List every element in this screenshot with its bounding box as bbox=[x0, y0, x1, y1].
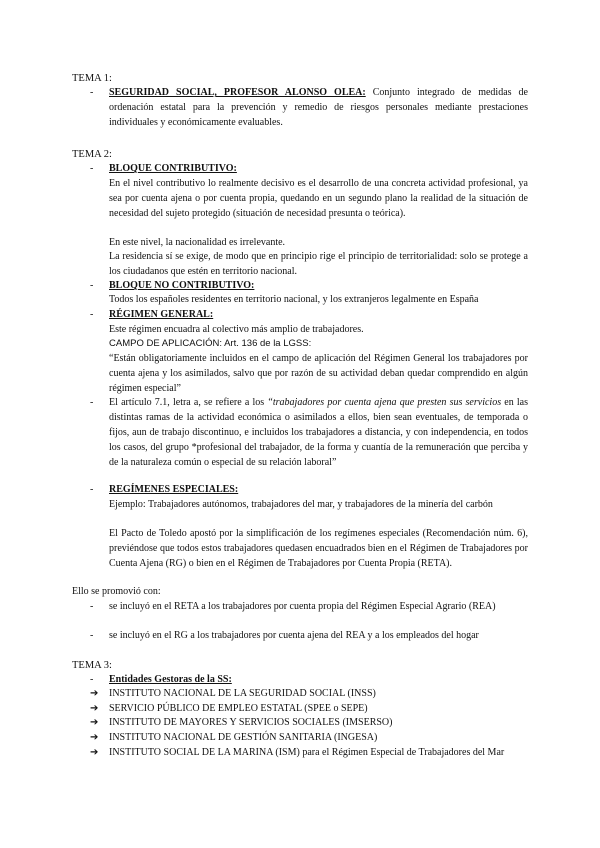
tema1-heading: SEGURIDAD SOCIAL, PROFESOR ALONSO OLEA: bbox=[109, 87, 366, 98]
tema1-text: Conjunto integrado de medidas de ordenación estatal para la prevención y remedio de riesgos personales mediante prestaciones individuales y económicamente evaluables. bbox=[109, 87, 528, 128]
arrow-icon: ➔ bbox=[90, 747, 99, 758]
regimenes-especiales bbox=[90, 482, 528, 497]
bloque-no-contributivo bbox=[90, 278, 528, 293]
entidad-inss-text: INSTITUTO NACIONAL DE LA SEGURIDAD SOCIAL (INSS) bbox=[109, 688, 376, 699]
regimenes-especiales-p1: Ejemplo: Trabajadores autónomos, trabajadores del mar, y trabajadores de la minería del carbón bbox=[109, 499, 493, 510]
promovio-item-1-text: se incluyó en el RETA a los trabajadores por cuenta propia del Régimen Especial Agrario (REA) bbox=[109, 601, 496, 612]
tema1-title: TEMA 1: bbox=[72, 73, 112, 84]
arrow-icon: ➔ bbox=[90, 732, 99, 743]
tema1-definition bbox=[90, 85, 528, 130]
regimen-general-heading: RÉGIMEN GENERAL: bbox=[109, 309, 214, 320]
entidad-imserso bbox=[90, 716, 528, 730]
bullet: - bbox=[90, 87, 94, 98]
bloque-contributivo-p2: En este nivel, la nacionalidad es irrelevante. bbox=[109, 237, 286, 248]
entidad-ism bbox=[90, 746, 528, 760]
regimen-general-quote: “Están obligatoriamente incluidos en el campo de aplicación del Régimen General los trabajadores por cuenta ajena y los asimilados, salvo que por razón de su actividad deban quedar comprendido en algún régimen especial” bbox=[109, 353, 528, 394]
entidad-ingesa-text: INSTITUTO NACIONAL DE GESTIÓN SANITARIA (INGESA) bbox=[109, 732, 378, 743]
bullet: - bbox=[90, 484, 94, 495]
arrow-icon: ➔ bbox=[90, 688, 99, 699]
entidad-ingesa bbox=[90, 731, 528, 745]
entidad-ism-rest: para el Régimen Especial de Trabajadores del Mar bbox=[299, 747, 505, 758]
arrow-icon: ➔ bbox=[90, 717, 99, 728]
bloque-contributivo-p1: En el nivel contributivo lo realmente decisivo es el desarrollo de una concreta actividad profesional, ya sea por cuenta ajena o por cuenta propia, quedando en un segundo plano la realidad de la situación de necesidad del sujeto protegido (situación de necesidad presunta o teórica). bbox=[109, 178, 528, 219]
regimen-general bbox=[90, 307, 528, 322]
bullet: - bbox=[90, 674, 94, 685]
bullet: - bbox=[90, 280, 94, 291]
articulo-text-b: en las distintas ramas de la actividad económica o asimilados a ellos, bien sean eventuales, de temporada o fijos, aun de trabajo discontinuo, e incluidos los trabajadores a distancia, y con independencia, en todos los casos, del grupo *profesional del trabajador, de la forma y cuantía de la remuneración que perciba y de la naturaleza común o especial de su relación laboral” bbox=[109, 397, 529, 468]
regimenes-especiales-p2: El Pacto de Toledo apostó por la simplificación de los regímenes especiales (Recomendación núm. 6), previéndose que todos estos trabajadores quedasen encuadrados bien en el Régimen de Trabajadores por Cuenta Ajena (RG) o bien en el Régimen de Trabajadores por Cuenta Propia (RETA). bbox=[109, 528, 528, 569]
entidad-imserso-text: INSTITUTO DE MAYORES Y SERVICIOS SOCIALES (IMSERSO) bbox=[109, 717, 393, 728]
entidad-sepe bbox=[90, 702, 528, 716]
entidad-sepe-text: SERVICIO PÚBLICO DE EMPLEO ESTATAL (SPEE o SEPE) bbox=[109, 703, 368, 714]
entidades-gestoras bbox=[90, 672, 528, 687]
entidad-ism-caps: INSTITUTO SOCIAL DE LA MARINA (ISM) bbox=[109, 747, 300, 758]
entidades-gestoras-heading: Entidades Gestoras de la SS: bbox=[109, 674, 232, 685]
promovio-item-2 bbox=[90, 628, 528, 643]
bloque-contributivo bbox=[90, 161, 528, 176]
promovio-label: Ello se promovió con: bbox=[72, 586, 161, 597]
bullet: - bbox=[90, 601, 94, 612]
arrow-icon: ➔ bbox=[90, 703, 99, 714]
regimenes-especiales-heading: REGÍMENES ESPECIALES: bbox=[109, 484, 239, 495]
bullet: - bbox=[90, 630, 94, 641]
bloque-no-contributivo-heading: BLOQUE NO CONTRIBUTIVO: bbox=[109, 280, 255, 291]
tema3-title: TEMA 3: bbox=[72, 660, 112, 671]
bloque-contributivo-heading: BLOQUE CONTRIBUTIVO: bbox=[109, 163, 237, 174]
promovio-item-2-text: se incluyó en el RG a los trabajadores por cuenta ajena del REA y a los empleados del hogar bbox=[109, 630, 479, 641]
bloque-contributivo-p3: La residencia sí se exige, de modo que en principio rige el principio de territorialidad: solo se protege a los ciudadanos que estén en territorio nacional. bbox=[109, 251, 528, 277]
articulo-text-a: El artículo 7.1, letra a, se refiere a los bbox=[109, 397, 268, 408]
bloque-no-contributivo-p1: Todos los españoles residentes en territorio nacional, y los extranjeros legalmente en España bbox=[109, 294, 479, 305]
articulo-italic: “trabajadores por cuenta ajena que presten sus servicios bbox=[267, 397, 502, 408]
tema2-title: TEMA 2: bbox=[72, 149, 112, 160]
articulo-7-1 bbox=[90, 395, 528, 470]
bullet: - bbox=[90, 309, 94, 320]
bullet: - bbox=[90, 397, 94, 408]
bullet: - bbox=[90, 163, 94, 174]
entidad-inss bbox=[90, 687, 528, 701]
campo-aplicacion: CAMPO DE APLICACIÓN: Art. 136 de la LGSS: bbox=[109, 338, 312, 349]
promovio-item-1 bbox=[90, 599, 528, 614]
regimen-general-p1: Este régimen encuadra al colectivo más amplio de trabajadores. bbox=[109, 324, 364, 335]
